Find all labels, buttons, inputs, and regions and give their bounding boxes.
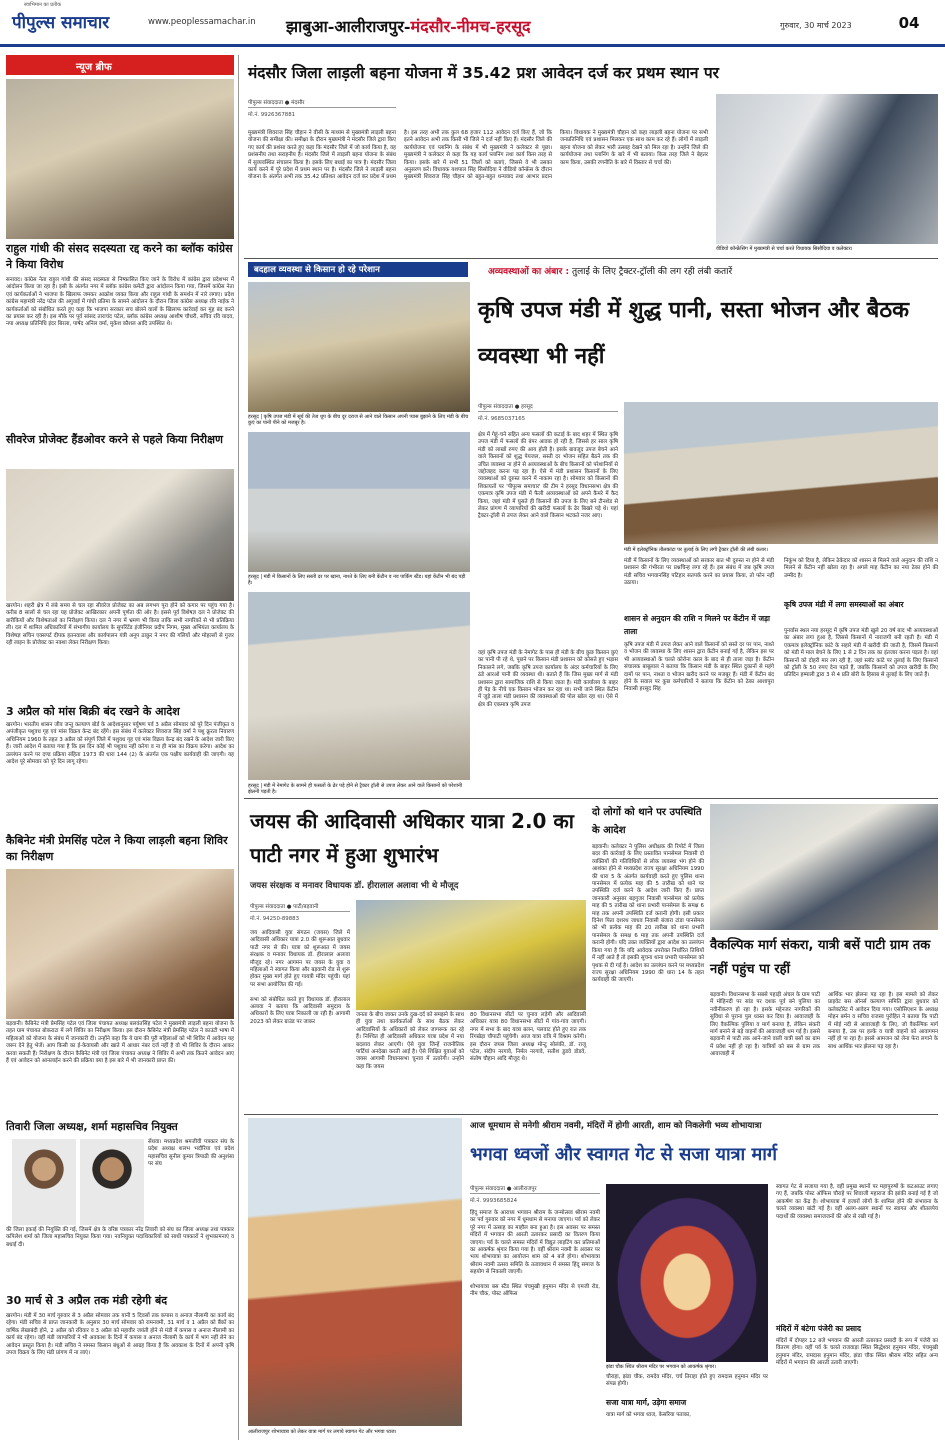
masthead [0, 0, 945, 50]
brief5-photo-2 [80, 1139, 144, 1225]
story6-photo-right [606, 1184, 768, 1362]
story6-col1: हिंदू समाज के आराध्य भगवान श्रीराम के जन्मोत्सव श्रीराम नवमी का पर्व गुरुवार को नगर में धूमधाम से मनाया जाएगा। पर्व को लेकर पूरे नगर में उत्साह का माहौल बना हुआ है। इस अवसर पर समस्त मंदिरों में भगवान की आरती उतारकर प्रसादी का वितरण किया जाएगा। पर्व के चलते समस्त मंदिरों में विद्युत लाइटिंग कर प्रतिमाओं का आकर्षक श्रृंगार किया गया है। वहीं श्रीराम नवमी के अवसर पर भव्य शोभायात्रा का आयोजन शाम को 4 बजे होगा। शोभायात्रा श्रीराम नवमी उत्सव समिति के तत्वावधान में समस्त हिंदू समाज के सहयोग से निकाली जाएगी। शोभायात्रा बस स्टैंड स्थित पंचमुखी हनुमान मंदिर से एमजी रोड, नीम चौक, पोस्ट ऑफिस [470, 1210, 600, 1298]
story2-mobile: मो.नं. 9685037165 [478, 416, 526, 422]
story2-caption-2: हरसूद | मंडी में किसानों के लिए सस्ती दर पर खाना, नाश्ते के लिए बनी केंटीन व नव पार्किंग स्टैंड। यहां केंटीन भी बंद पड़ी है। [248, 574, 466, 587]
brief5-headline: तिवारी जिला अध्यक्ष, शर्मा महासचिव नियुक्त [6, 1121, 178, 1133]
masthead-website: www.peoplessamachar.in [148, 17, 256, 27]
masthead-tagline: स्वाभिमान का प्रतीक [24, 2, 62, 8]
column-divider [238, 55, 239, 1440]
story1-body: मुख्यमंत्री शिवराज सिंह चौहान ने वीसी के माध्यम से मुख्यमंत्री लाड़ली बहना योजना की समीक्षा की। समीक्षा के दौरान मुख्यमंत्री ने मंदसौर जिले द्वारा किए गए कार्य की प्रशंसा करते हुए कहा कि मंदसौर जिले में जो कार्य किया है, वह प्रशंसनीय तथा सराहनीय है। मंदसौर जिले में लाड़ली बहना योजना के संबंध में सुव्यवस्थित संचालन किया है। इसके लिए बधाई का पात्र है। मंदसौर जिला कार्य करने में पूरे प्रदेश में प्रथम स्थान पर है। मंदसौर जिले ने लाड़ली बहना योजना के अंतर्गत अभी तक 35.42 प्रतिशत आवेदन दर्ज कर प्रदेश में प्रथम है। इस तरह अभी तक कुल 68 हजार 112 आवेदन दर्ज किए हैं, जो कि इतने आवेदन अभी तक किसी भी जिले ने दर्ज नहीं किए हैं। मंदसौर जिले की कार्ययोजना एवं प्लानिंग के संबंध में भी मुख्यमंत्री ने कलेक्टर से पूछा। मुख्यमंत्री ने कलेक्टर से कहा कि यह कार्य प्लानिंग तथा कार्य किस तरह से किया। इसके बारे में सभी 51 जिलों को बताएं, जिससे वे भी उसका अनुसरण करें। विधायक यशपाल सिंह सिसोदिया ने वीडियो कॉन्फ्रेंस के दौरान मुख्यमंत्री शिवराज सिंह चौहान को बहुत-बहुत धन्यवाद तथा आभार प्रदान किया। विधायक ने मुख्यमंत्री चौहान को कहा लाड़ली बहना योजना पर सभी जनप्रतिनिधि एवं प्रशासन मिलकर एक साथ काम कर रहे हैं। लोगों में लाड़ली बहना योजना को लेकर भारी उत्साह देखने को मिल रहा है। उन्होंने जिले की कार्ययोजना तथा प्लानिंग के बारे में भी बताया। किस तरह जिले ने बेहतर काम किया, उसकी रणनीति के बारे में विस्तार से चर्चा की। [248, 130, 710, 181]
story2-photo-3 [248, 592, 470, 780]
brief3-headline: 3 अप्रैल को मांस बिक्री बंद रखने के आदेश [6, 705, 180, 718]
masthead-rule [0, 44, 945, 47]
news-brief-label: न्यूज ब्रीफ [6, 55, 234, 75]
brief1-body: सनावद। कांग्रेस नेता राहुल गांधी की संसद सदस्यता से निष्कासित किए जाने के विरोध में कांग्रेस द्वारा प्रदेशभर में आंदोलन किया जा रहा है। इसी के अंतर्गत नगर में ब्लॉक कांग्रेस कमेटी द्वारा आंदोलन किया गया, जिसमें कांग्रेस नेता एवं कार्यकर्ताओं ने भाजपा के खिलाफ जमकर आक्रोश व्यक्त किया और राहुल गांधी के समर्थन में नारे लगाए। प्रदेश कांग्रेस महामंत्री नरेंद्र पटेल की अगुवाई में गांधी प्रतिमा के सामने आंदोलन के दौरान जिला कांग्रेस अध्यक्ष रवि नाईक ने कार्यकर्ताओं को संबोधित करते हुए कहा कि भाजपा सरकार सच बोलने वालों के खिलाफ कार्रवाई कर मुंह बंद करने का प्रयास कर रही है। इस मौके पर पूर्व सांसद ताराचंद पटेल, ब्लॉक कांग्रेस अध्यक्ष आशीष चौधरी, सचिव रवि यादव, नपा अध्यक्ष प्रतिनिधि इंदर बिरला, पार्षद अनिल वर्मा, मुकेश कौशल आदि उपस्थित थे। [6, 277, 236, 328]
masthead-logo: पीपुल्स समाचार [12, 13, 110, 33]
brief5-body-b: की जिला इकाई की नियुक्ति की गई, जिसमें क्षेत्र के वरिष्ठ पत्रकार नरेंद्र तिवारी को संघ का जिला अध्यक्ष तथा पत्रकार कपिलेश शर्मा को जिला महासचिव नियुक्त किया गया। नवनियुक्त पदाधिकारियों को साथी पत्रकारों ने शुभकामनाएं व बधाई दी। [6, 1227, 236, 1248]
story2-photo-2 [248, 432, 470, 572]
story1-headline: मंदसौर जिला लाड़ली बहना योजना में 35.42 प्रश आवेदन दर्ज कर प्रथम स्थान पर [248, 64, 719, 82]
story2-caption-1: हरसूद | कृषि उपज मंडी में सूर्य की तेज धूप के बीच दूर दराज से आने वाले किसान अपनी प्यास बुझाने के लिए मंडी के बीच कुएं का पानी पीने को मजबूर है। [248, 414, 469, 427]
story2-photo-1 [248, 282, 470, 412]
story1-mobile: मो.नं. 9926367881 [248, 112, 296, 118]
story2-col3a: मंडी में किसानों के लिए व्यवस्थाओं को सरकार बात भी दुरुस्त ना होने से मंडी प्रशासन की गंभीरता पर प्रश्नचिन्ह लगा रहे हैं। इस संबंध में जब कृषि उपज मंडी सचिव भगवानसिंह पटिहार सतपर्क करने का प्रयास किया, तो फोन नहीं उठाया। [624, 558, 776, 587]
brief2-headline: सीवरेज प्रोजेक्ट हैंडओवर करने से पहले किया निरीक्षण [6, 433, 223, 446]
brief3-body: खरगोन। भारतीय शासन जीव जन्तु कल्याण बोर्ड के आदेशानुसार पर्युषण पर्व 3 अप्रैल सोमवार को पूरे दिन पंजीकृत व अपंजीकृत पशुवध गृह एवं मांस विक्रय केन्द्र बंद रहेंगे। इस संबंध में कलेक्टर शिवराज सिंह वर्मा ने पशु क्रूरता निवारण अधिनियम 1960 के तहत 3 अप्रैल को संपूर्ण जिले में पशुवध गृह एवं मांस विक्रय केन्द्र बंद रखने के आदेश जारी किए हैं। जारी आदेश में बताया गया है कि इस दिन कोई भी पशुवध नहीं करेगा व ना ही मांस का विक्रय करेगा। आदेश का उल्लंघन करने पर दण्ड प्रक्रिया संहिता 1973 की धारा 144 (2) के अंतर्गत एक पक्षीय कार्यवाही की जाएगी। यह आदेश पूरे सोमवार को पूरे दिन लागू रहेगा। [6, 722, 236, 766]
story6-col2-top: चौराहा, झंडा चौक, रामदेव मंदिर, चर्च तिराहा होते हुए रामदास हनुमान मंदिर पर संपन्न होगी। [606, 1374, 770, 1388]
story3-byline: पीपुल्स संवाददाता ● पाटी/बड़वानी [250, 902, 350, 912]
story5-rule [244, 1114, 938, 1115]
story2-col3b: कृषि उपज मंडी में उपज लेकर आने वाले किसानों को सस्ते दर पर पान, नाश्ते व भोजन की व्यवस्था के लिए शासन द्वारा केंटीन बनाई गई है, लेकिन इस पर भी अव्यवस्थाओं के चलते कोरोना काल के बाद से ही ताला जड़ा है। केंटीन संचालक बाबूलाल ने बताया कि किसान मंडी के बाहर स्थित दुकानों से महंगे दामों पर पान, नाश्ता व भोजन खरीद करने पर मजबूर हैं। मंडी में केंटीन बंद होने के सवाल पर कुछ कर्मचारियों ने बताया कि केंटीन को ठेका आशापुरा निवासी हरसूद सिंह [624, 642, 776, 693]
story5-col1: बड़वानी। विधानसभा के सबसे पहाड़ी अंचल के ग्राम पाटी में मोहिनदी पर सांड पर दशक पूर्व बने पुलिया का नवीनीकरण हो रहा है। इसके मद्देनजर नागरिकों की सुविधा से पुराना पुल ध्वस्त कर दिया है। आवाजाही के लिए वैकल्पिक पुलिया व मार्ग बनाया है, लेकिन संकरी मार्ग बनाने से बड़े वाहनों की आवाजाही थम गई है। इससे बड़वानी से पाटी तक आने-जाने वाली यात्री बसों का ग्राम में प्रवेश नहीं हो रहा है। यात्रियों को बस से ग्राम तक आवाजाही में [710, 992, 822, 1058]
story2-byline: पीपुल्स संवाददाता ● हरसूद [478, 402, 618, 412]
story6-subhead3: मंदिरों में बंटेगा पंजेरी का प्रसाद [776, 1324, 861, 1333]
story6-photo-left [248, 1118, 462, 1426]
story4-headline: दो लोगों को थाने पर उपस्थिति के आदेश [592, 807, 702, 836]
story2-kicker-text: तुलाई के लिए ट्रैक्टर-ट्रॉली की लग रही लंबी कतारें [571, 267, 733, 277]
story4-body: बड़वानी। कलेक्टर ने पुलिस अधीक्षक की रिपोर्ट में जिला बदर की कार्रवाई के लिए प्रस्तावित पानसेमल निवासी दो व्यक्तियों की गतिविधियों से लोक व्यवस्था भंग होने की आशंका होने से मध्यप्रदेश राज्य सुरक्षा अधिनियम 1990 की धारा 5 के अंतर्गत कार्यवाही करते हुए पुलिस थाना पानसेमल में प्रत्येक माह की 5 तारीख को थाने पर उपस्थिति दर्ज करने के आदेश जारी किए हैं। प्राप्त जानकारी अनुसार बड़गुजर निवासी पानसेमल को प्रत्येक माह की 5 तारीख को थाना प्रभारी पानसेमल के समक्ष 6 माह तक अपनी उपस्थिति दर्ज करानी होगी। इसी प्रकार दिनेश पिता दशरथ जाधव निवासी बंजारा टांडा पानसेमल को भी प्रत्येक माह की 20 तारीख को थाना प्रभारी पानसेमल के समक्ष 6 माह तक अपनी उपस्थिति दर्ज करानी होगी। यदि उक्त व्यक्तियों द्वारा आदेश का उल्लंघन किया गया है कि यदि आवेदक उपरोक्त निर्धारित तिथियों में नहीं आते हैं तो इसकी सूचना थाना प्रभारी पानसेमल को पृथक से दी गई है। आदेश का उल्लंघन करने पर मध्यप्रदेश राज्य सुरक्षा अधिनियम 1990 की धारा 14 के तहत कार्यवाही की जाएगी। [592, 844, 706, 984]
story3-mobile: मो.नं. 94250-89883 [250, 916, 299, 922]
story1-byline: पीपुल्स संवाददाता ● मंदसौर [248, 98, 396, 108]
story6-headline: भगवा ध्वजों और स्वागत गेट से सजा यात्रा मार्ग [470, 1144, 778, 1165]
brief5-body-a: सेंधवा। मध्यप्रदेश श्रमजीवी पत्रकार संघ के प्रदेश अध्यक्ष शलभ भदौरिया एवं प्रदेश महासचिव सुनील कुमार त्रिपाठी की अनुशंसा पर संघ [148, 1139, 236, 1168]
story3-col2: जनता के बीच जाकर उनके दुख-दर्द को समझने के साथ ही युवा तथा कार्यकर्ताओं के साथ बैठक लेकर आदिवासियों के अधिकारों को लेकर जागरूक कर रहे हैं। निश्चित ही आदिवासी अधिकार यात्रा प्रदेश में नया बदलाव लेकर आएगी। ऐसे युवा जिन्हें राजनीतिक पार्टियां अनदेखा करती आई है। ऐसे शिक्षित युवाओं को जयस आगामी विधानसभा चुनाव में उतारेगी। उन्होंने कहा कि जयस [356, 1012, 466, 1070]
brief6-headline: 30 मार्च से 3 अप्रैल तक मंडी रहेगी बंद [6, 1294, 168, 1307]
news-brief-column [6, 55, 234, 1440]
story1-photo [716, 94, 938, 244]
story2-subhead3: शासन से अनुदान की राशि न मिलने पर केंटीन में जड़ा ताला [624, 614, 771, 636]
story6-mobile: मो.नं. 9993685824 [470, 1198, 518, 1204]
story6-kicker: आज धूमधाम से मनेगी श्रीराम नवमी, मंदिरों में होगी आरती, शाम को निकलेगी भव्य शोभायात्रा [470, 1121, 762, 1131]
story5-headline: वैकल्पिक मार्ग संकरा, यात्री बसें पाटी ग्राम तक नहीं पहुंच पा रहीं [710, 938, 931, 977]
brief4-headline: कैबिनेट मंत्री प्रेमसिंह पटेल ने किया लाड़ली बहना शिविर का निरीक्षण [6, 834, 228, 863]
edition-highlight: मंदसौर-नीमच-हरसूद [410, 17, 531, 36]
story2-kicker [488, 264, 938, 278]
story6-caption-right: झंडा चौक स्थित श्रीराम मंदिर पर भगवान को आकर्षक श्रृंगार। [606, 1364, 717, 1370]
issue-date: गुरुवार, 30 मार्च 2023 [780, 21, 852, 30]
story2-rule [244, 798, 938, 799]
story2-headline: कृषि उपज मंडी में शुद्ध पानी, सस्ता भोजन और बैठक व्यवस्था भी नहीं [478, 298, 910, 369]
story2-col4a: निकुंभ को दिया है, लेकिन ठेकेदार को शासन से मिलने वाले अनुदान की राशि न मिलने से केंटीन नहीं खोला रहा है। अगले माह केंटीन का नया ठेका होने की उम्मीद है। [784, 558, 940, 579]
brief5-photo-1 [12, 1139, 76, 1225]
brief2-body: खरगोन। शहरी क्षेत्र में लंबे समय से चल रहा सीवरेज प्रोजेक्ट का अब लगभग पूरा होने को कगार पर पहुंच गया है। करीब 8 सालों से चल रहा यह प्रोजेक्ट आखिरकार अपनी पूर्णता की ओर है। इससे पूर्व विशेषज्ञ दल ने प्रोजेक्ट की बारीकियों और विशेषताओं का निरीक्षण किया। दल ने नगर में भ्रमण भी किया ताकि सभी नागरिकों से भी प्रतिक्रिया ली। दल में शामिल अधिकारियों में संभागीय कार्यालय के सुपरिंटेंड इंजीनियर प्रदीप निगम, मुख्य अभियंता कार्यालय के विशेषज्ञ सचिन एक्सपर्ट दीपक हतनवाला और कार्यपालन यंत्री अनूप ठाकुर ने नगर की गलियों और मोहल्लों से गुजर रही लाइन के प्रोजेक्ट का नक्शा लेकर निरीक्षण किया। [6, 603, 236, 647]
brief6-body: खरगोन। मंडी में 30 मार्च गुरुवार से 3 अप्रैल सोमवार तक यानी 5 दिवसों तक कपास व अनाज नीलामी का कार्य बंद रहेगा। मंडी सचिव से प्राप्त जानकारी के अनुसार 30 मार्च सोमवार को रामनवमी, 31 मार्च व 1 अप्रैल को बैंकों का वार्षिक लेखाबंदी होने, 2 अप्रैल को रविवार व 3 अप्रैल को महावीर जयंती होने से मंडी में कपास व अनाज नीलामी का कार्य बंद रहेगा। वहीं मंडी व्यापारियों ने भी अवकाश के दिनों में कपास व अनाज नीलामी के कार्य में भाग नहीं लेने का आवेदन प्रस्तुत किया है। मंडी सचिव ने समस्त किसान बंधुओं से आग्रह किया है कि अवकाश के दिनों में अपनी कृषि उपज विक्रय के लिए मंडी प्रांगण में ना लाएं। [6, 1313, 236, 1357]
story3-col1: जय आदिवासी युवा संगठन (जयस) जिले में आदिवासी अधिकार यात्रा 2.0 की शुरूआत बुधवार पाटी नगर से की। यात्रा को शुरूआत में जयस संरक्षक व मनावर विधायक डॉ. हीरालाल अलावा मौजूद रहे। नगर आगमन पर जयस के युवा व महिलाओं ने स्वागत किया और बड़वानी रोड से शुरू होकर मुख्य मार्ग होते हुए गायत्री मंदिर पहुंची। यहां पर सभा आयोजित की गई। सभा को संबोधित करते हुए विधायक डॉ. हीरालाल अलावा ने बताया कि आदिवासी समुदाय के अधिकारों के लिए यात्रा निकाली जा रही है। आगामी 2023 को लेकर ग्राउंड पर जाकर [250, 930, 350, 1025]
story3-subhead: जयस संरक्षक व मनावर विधायक डॉ. हीरालाल अलावा भी थे मौजूद [250, 881, 459, 891]
story2-photo-4 [624, 402, 938, 544]
story2-banner: बदहाल व्यवस्था से किसान हो रहे परेशान [248, 262, 468, 277]
story1-rule [244, 258, 938, 259]
story2-col2: वहां कृषि उपज मंडी के नेमागेट के पास ही मंडी के बीच कुछ किसान कुएं का पानी पी रहे थे, पूछने पर किसान मंडी प्रशासन को कोसते हुए भड़ास निकालने लगे, जबकि कृषि उपज कार्यालय के अंदर कर्मचारियों के लिए ठंडे आरओ पानी की व्यवस्था थी। बताते हैं कि जिस मुख्य मार्ग से मंडी प्रशासन द्वारा सामाजिक राशि से किया जाता है। मंडी कार्यालय के बाहर ही पेड़ के नीचे एक किसान भोजन कर रहा था। सभी जाने स्थित केंटीन में जुड़े ताला मंडी प्रशासन की व्यवस्थाओं की पोल खोल रहा था। ऐसे में क्षेत्र की एकमात्र कृषि उपज [478, 650, 620, 708]
story3-col3: 80 विधानसभा सीटों पर चुनाव लड़ेगी और आदिवासी अधिकार यात्रा 80 विधानसभा सीटों में गांव-गांव जाएगी। नगर में सभा के बाद यात्रा बलन, पलवाट होते हुए रात तक रिंगखेड़ा चौपाटी पहुंचेगी। आज यात्रा रात्रि में विश्राम करेगी। इस दौरान जयस जिला अध्यक्ष मोन्टू सोलंकी, डॉ. राजू पटेल, संदीप नरगावे, निर्मल नरगावे, सतीश डुडवे डोडवे, संतोष चौहान आदि मौजूद थे। [470, 1012, 588, 1063]
story2-subhead4: कृषि उपज मंडी में लगा समस्याओं का अंबार [784, 600, 904, 609]
brief4-photo [6, 869, 234, 1019]
story6-caption-left: आलीराजपुर शोभायात्रा को लेकर यात्रा मार्ग पर लगाये स्वागत गेट और भगवा ध्वज। [248, 1429, 397, 1435]
story6-col3a: स्वागत गेट से सजाया गया है, वहीं प्रमुख स्थानों पर महापुरुषों के कटआउट लगाए गए हैं, जबकि पोस्ट ऑफिस चौराहे पर शिवाजी महाराज की झांकी बनाई गई है जो आकर्षण का केंद्र है। शोभायात्रा में हजारों लोगों के शामिल होने की संभावना के चलते व्यवस्था बांटी गई है। वहीं अलग-अलग स्थानों पर स्वागत और शीतलपेय पदार्थों की व्यवस्था समाजजनों की ओर से रखी गई है। [776, 1184, 940, 1220]
edition-prefix: झाबुआ-आलीराजपुर- [286, 17, 411, 36]
story3-headline: जयस की आदिवासी अधिकार यात्रा 2.0 का पाटी नगर में हुआ शुभारंभ [250, 809, 574, 867]
story6-byline: पीपुल्स संवाददाता ● आलीराजपुर [470, 1184, 600, 1194]
story5-photo [710, 804, 938, 930]
brief1-headline: राहुल गांधी की संसद सदस्यता रद्द करने का ब्लॉक कांग्रेस ने किया विरोध [6, 242, 233, 271]
story2-caption-3: हरसूद | मंडी में नेमागेट के सामने ही फसलों के ढेर पड़े होने से ट्रैक्टर ट्रॉली से उपज लेकर आने वाले किसानों को परेशानी झेलनी पड़ती है। [248, 783, 463, 796]
brief1-photo [6, 79, 234, 239]
story2-caption-4: मंडी में इलेक्ट्रॉनिक तौलकांटा पर तुलाई के लिए लगी ट्रैक्टर ट्रॉली की लंबी कतार। [624, 547, 768, 553]
story2-col1: क्षेत्र में गेहूं-चने सहित अन्य फसलों की कटाई के बाद शहर में स्थित कृषि उपज मंडी में फसलों की बंपर आवक हो रही है, जिससे हर साल कृषि मंडी को लाखों रुपए की आय होती है। इसके बावजूद उपज बेचने आने वाले किसानों को शुद्ध पेयजल, सस्ती दर भोजन सहित बैठने तक की उचित व्यवस्था ना होने से अव्यवस्थाओं के बीच किसानों को परेशानियों से जद्दोजहद करना पड़ रहा है। ऐसे में मंडी प्रशासन किसानों के लिए व्यवस्थाओं को दुरुस्त करने में नाकाम रहा है। सोमवार को किसानों की शिकायतों पर 'पीपुल्स समाचार' की टीम ने हरसूद विधानसभा क्षेत्र की एकमात्र कृषि उपज मंडी में फैली अव्यवस्थाओं को अपने कैमरे में कैद किया, जहां मंडी में घुसते ही किसानों की उपज के लिए बने टीनशेड से लेकर प्रांगण में व्यापारियों की खरीदी फसलों के ढेर बिखरे पड़े थे। यहां ट्रैक्टर-ट्रॉली से उपज लेकर आने वाले किसान भटकते नजर आए। [478, 432, 620, 520]
story6-col2-bottom: यात्रा मार्ग को भगवा ध्वज, केसरिया पताका, [606, 1412, 692, 1418]
brief4-body: बड़वानी। कैबिनेट मंत्री प्रेमसिंह पटेल एवं जिला पंचायत अध्यक्ष बलवंतसिंह पटेल ने मुख्यमंत्री लाड़ली बहना योजना के तहत ग्राम पंचायत बोकराटा में लगे शिविर का निरीक्षण किया। इस दौरान कैबिनेट मंत्री प्रेमसिंह पटेल ने काउंटी भाषा में महिलाओं को योजना के संबंध में जानकारी दी। उन्होंने कहा कि ये ग्राम की पूरी महिलाओं को भी शिविर में आवेदन यह जरूर देने हेतु भेजें। आप किसी का ई-केवायसी और खाते में आधार नंबर दर्ज नहीं है वो भी शिविर के दौरान आकर करवा सकती हैं। निरीक्षण के दौरान कैबिनेट मंत्री एवं जिला पंचायत अध्यक्ष ने शिविर में अभी तक कितने आवेदन आए हैं एवं आवेदन को आनलाईन करने की प्रक्रिया क्या है इस बारे में भी जानकारी प्राप्त की। [6, 1021, 236, 1065]
story2-col4b: पुनर्वास स्थल नया हरसूद में कृषि उपज मंडी खुले 20 वर्ष बाद भी अव्यवस्थाओं का अंबार लगा हुआ है, जिससे किसानों में नाराजगी बनी रहती है। मंडी में एकमात्र इलेक्ट्रॉनिक कांटे के सहारे मंडी में खरीदी की जाती है, जिसमें किसानों को मंडी में माल बेचने के लिए 1 से 2 दिन तक का इंतजार करना पड़ता है। वहां किसानों को दोहरी मार लग रही है, जहां स्लॉट कांटे पर तुलाई के लिए किसानों को ट्रॉली के 50 रुपए देना पड़ते हैं, जबकि किसानों को उपज खरीदी के लिए प्रतिदिन हम्माली द्वारा 3 से 4 प्रति बोरी के हिसाब से तुलाई के लिए जाते हैं। [784, 628, 940, 679]
story5-col2: आर्थिक भार झेलना पड़ रहा है। इस मामले को लेकर प्राइवेट बस ऑनर्स कल्याण समिति द्वारा बुधवार को कलेक्टोरेट में आवेदन दिया गया। एसोसिएशन के अध्यक्ष मोहन बर्मन व सचिव राजस्व पुरोहित ने बताया कि पाटी में मोई नदी से आवाजाही के लिए, जो वैकल्पिक मार्ग बनाया है, उस पर हल्के व यात्री वाहनों को आवागमन नहीं हो पा रहा है। इससे आमजन को लेना फेरा लगाने के साथ आर्थिक भार झेलना पड़ रहा है। [828, 992, 940, 1050]
story3-photo [356, 900, 586, 1010]
brief2-photo [6, 469, 234, 601]
story6-col3b: मंदिरों में दोपहर 12 बजे भगवान की आरती उतारकर प्रसादी के रूप में पंजेरी का वितरण होगा। वहीं पर्व के चलते राजवाड़ा स्थित सिद्धेश्वर हनुमान मंदिर, पंचमुखी हनुमान मंदिर, रामदास हनुमान मंदिर, झंडा चौक स्थित श्रीराम मंदिर सहित अन्य मंदिरों में भगवान की आरती उतारी जाएगी। [776, 1338, 940, 1367]
story2-kicker-label: अव्यवस्थाओं का अंबार : [488, 267, 570, 277]
story6-col2-subhead: सजा यात्रा मार्ग, उड़ेगा समाज [606, 1398, 687, 1407]
edition-title [286, 15, 531, 37]
page-number: 04 [893, 14, 925, 36]
story1-caption: वीडियो कॉन्फ्रेंसिंग में मुख्यमंत्री से चर्चा करते विधायक सिसौदिया व कलेक्टर। [716, 246, 853, 252]
